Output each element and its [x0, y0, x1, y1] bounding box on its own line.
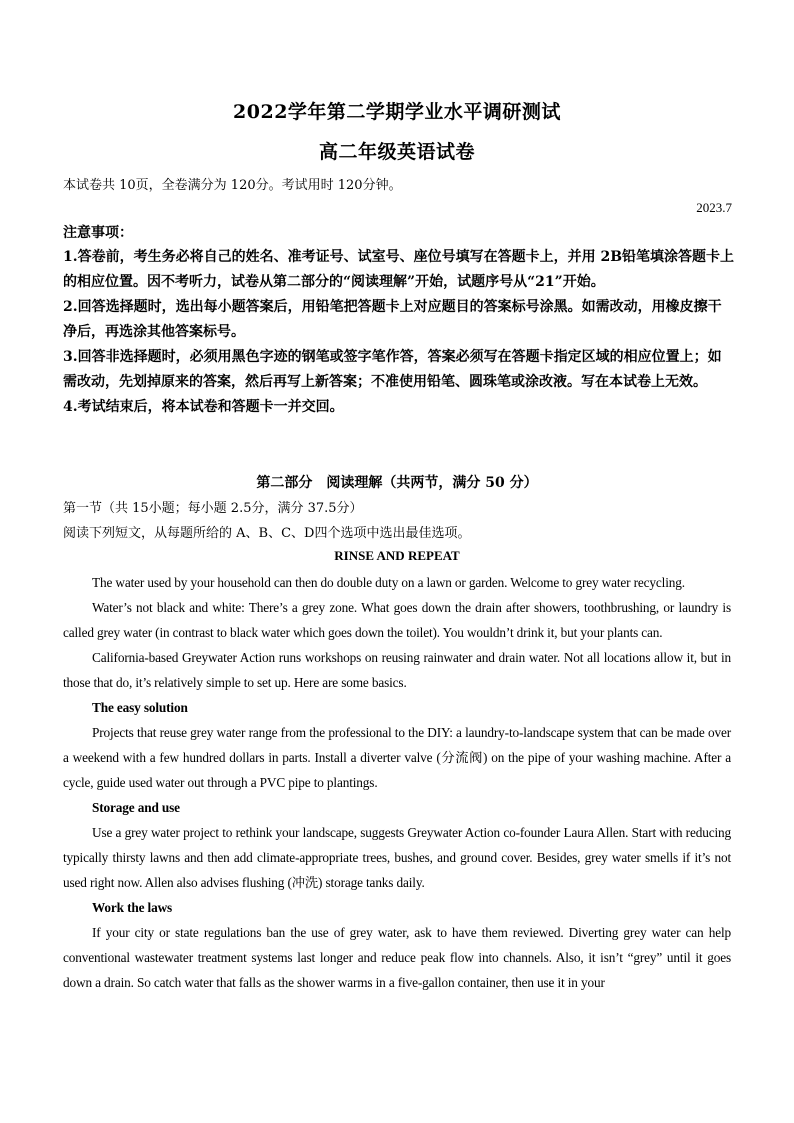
note-item: 1.答卷前，考生务必将自己的姓名、准考证号、试室号、座位号填写在答题卡上，并用 2B铅笔填涂答题卡上的相应位置。因不考听力，试卷从第二部分的“阅读理解”开始，试题序号从“21”开始。: [63, 249, 735, 290]
note-item: 2.回答选择题时，选出每小题答案后，用铅笔把答题卡上对应题目的答案标号涂黑。如需改动，用橡皮擦干净后，再选涂其他答案标号。: [63, 299, 722, 340]
passage-paragraph: If your city or state regulations ban the use of grey water, ask to have them reviewed. Diverting grey water can help conventional wastewater treatment systems last longer and reduce peak flow into channels. Also, it isn’t “grey” until it goes down a drain. So catch water that falls as the shower warms in a five-gallon container, then use it in your: [63, 925, 731, 990]
notes-heading: 注意事项：: [63, 225, 133, 241]
exam-intro: 本试卷共 10页，全卷满分为 120分。考试用时 120分钟。: [63, 178, 402, 193]
note-item: 3.回答非选择题时，必须用黑色字迹的钢笔或签字笔作答，答案必须写在答题卡指定区域的相应位置上；如需改动，先划掉原来的答案，然后再写上新答案；不准使用铅笔、圆珠笔或涂改液。写在本试卷上无效。: [63, 349, 722, 390]
passage-paragraph: Use a grey water project to rethink your landscape, suggests Greywater Action co-founder Laura Allen. Start with reducing typically thirsty lawns and then add climate-appropriate trees, bushes, and ground cover. Besides, grey water smells if it’s not used right now. Allen also advises flushing (冲洗) storage tanks daily.: [63, 825, 731, 890]
notes-list: [63, 245, 735, 420]
passage-paragraph: California-based Greywater Action runs workshops on reusing rainwater and drain water. Not all locations allow it, but in those that do, it’s relatively simple to set up. Here are some basics.: [63, 650, 731, 690]
passage-paragraph: Projects that reuse grey water range from the professional to the DIY: a laundry-to-landscape system that can be made over a weekend with a few hundred dollars in parts. Install a diverter valve (分流阀) on the pipe of your washing machine. After a cycle, guide used water out through a PVC pipe to plantings.: [63, 725, 731, 790]
section-heading: 第一节（共 15小题；每小题 2.5分，满分 37.5分）: [63, 501, 363, 516]
exam-subtitle: 高二年级英语试卷: [318, 141, 475, 163]
note-item: 4.考试结束后，将本试卷和答题卡一并交回。: [63, 399, 344, 415]
part-title: 第二部分 阅读理解（共两节，满分 50 分）: [256, 475, 538, 491]
passage-title: RINSE AND REPEAT: [334, 548, 460, 563]
passage-subheading: Work the laws: [92, 900, 173, 915]
exam-date: 2023.7: [696, 200, 732, 215]
passage-paragraph: Water’s not black and white: There’s a grey zone. What goes down the drain after showers, toothbrushing, or laundry is called grey water (in contrast to black water which goes down the toilet). You wouldn’t drink it, but your plants can.: [63, 600, 731, 640]
passage-paragraph: The water used by your household can then do double duty on a lawn or garden. Welcome to grey water recycling.: [92, 575, 685, 590]
passage-body: [63, 570, 731, 995]
section-instruction: 阅读下列短文，从每题所给的 A、B、C、D四个选项中选出最佳选项。: [63, 526, 471, 541]
exam-title: 2022学年第二学期学业水平调研测试: [233, 101, 561, 123]
passage-subheading: Storage and use: [92, 800, 180, 815]
passage-subheading: The easy solution: [92, 700, 188, 715]
